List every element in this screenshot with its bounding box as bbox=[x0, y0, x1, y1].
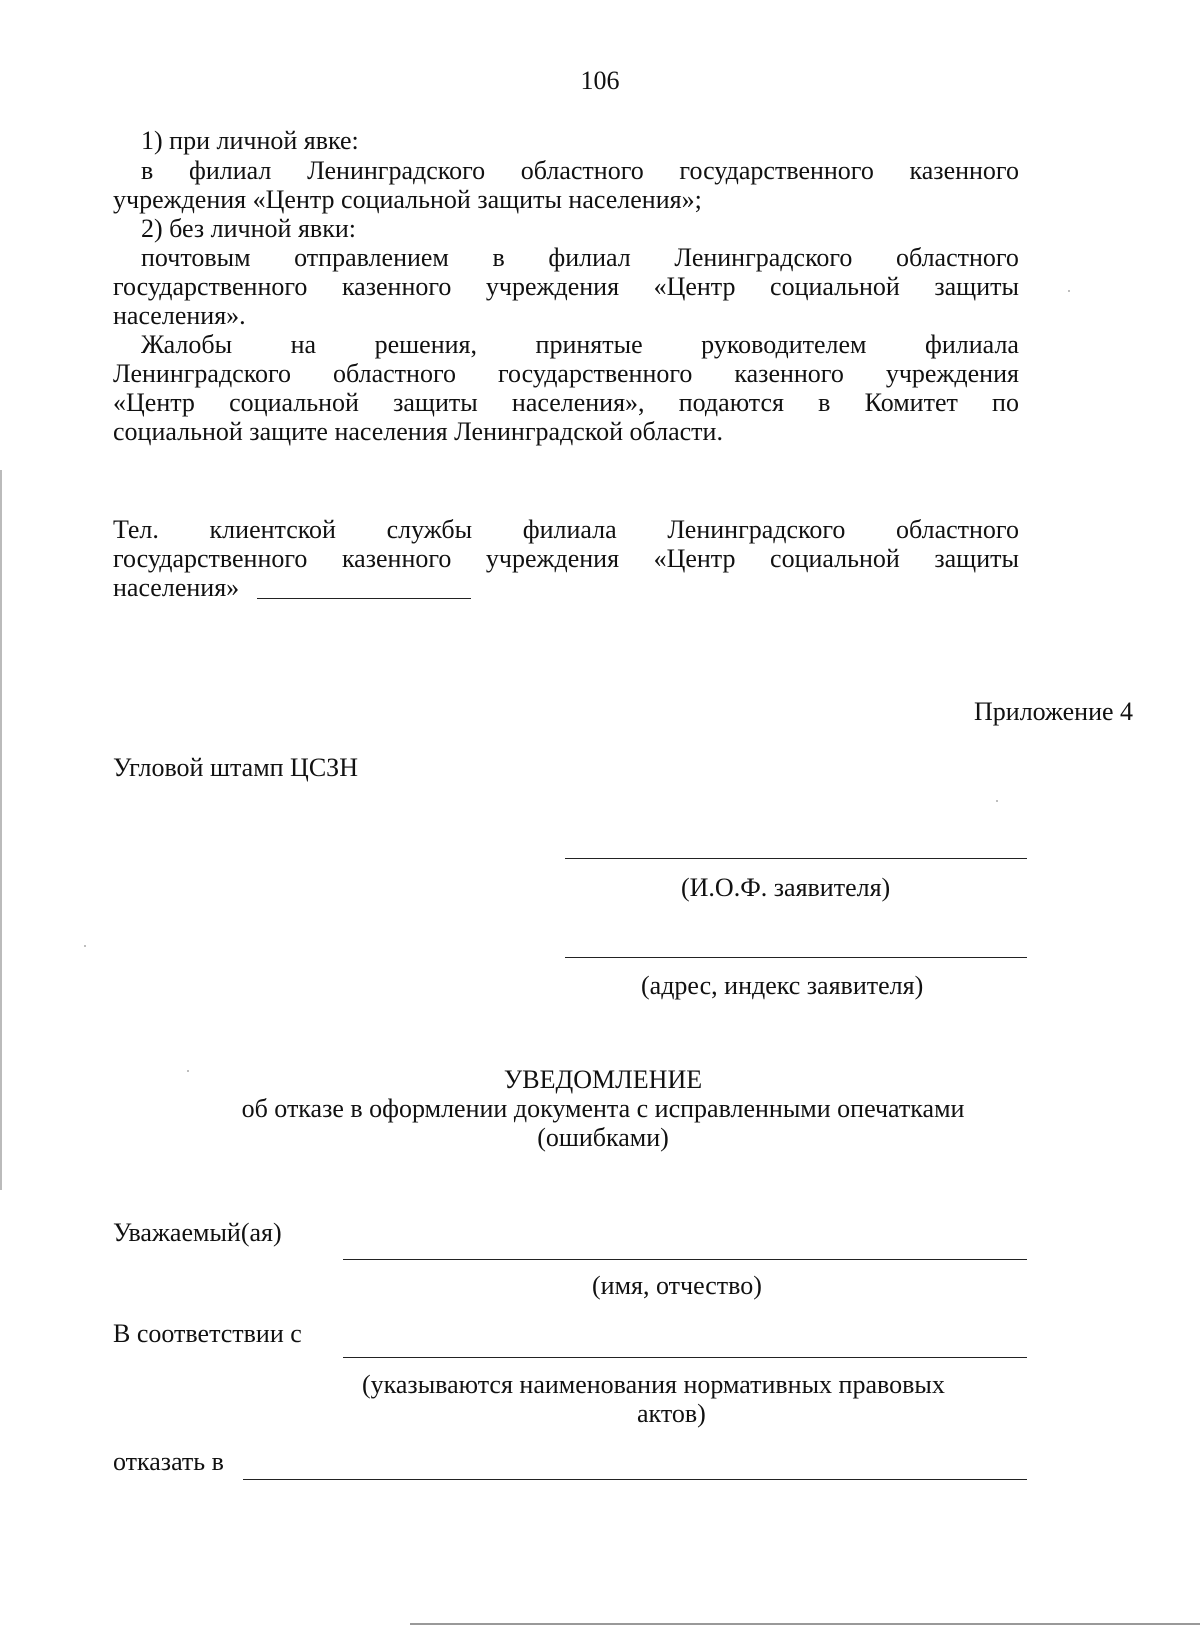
scan-edge-left bbox=[0, 470, 2, 1190]
phone-line-3: населения» bbox=[113, 573, 240, 602]
notice-subtitle-line-2: (ошибками) bbox=[537, 1123, 669, 1152]
page-number: 106 bbox=[580, 66, 620, 95]
remote-heading: 2) без личной явки: bbox=[141, 214, 356, 243]
notice-title: УВЕДОМЛЕНИЕ bbox=[503, 1065, 703, 1094]
refuse-label: отказать в bbox=[113, 1447, 224, 1476]
scan-speck bbox=[84, 945, 86, 947]
applicant-name-line bbox=[565, 858, 1027, 859]
accordance-caption-line-2: актов) bbox=[637, 1399, 706, 1428]
notice-subtitle-line-1: об отказе в оформлении документа с исправленными опечатками bbox=[241, 1094, 965, 1123]
salutation-line bbox=[343, 1259, 1027, 1260]
remote-line-3: населения». bbox=[113, 301, 246, 330]
applicant-address-line bbox=[565, 957, 1027, 958]
applicant-address-caption: (адрес, индекс заявителя) bbox=[641, 971, 924, 1000]
accordance-line bbox=[343, 1357, 1027, 1358]
scan-edge-bottom bbox=[410, 1623, 1200, 1625]
in-person-line-2: учреждения «Центр социальной защиты населения»; bbox=[113, 185, 702, 214]
refuse-line bbox=[243, 1479, 1027, 1480]
remote-line-1: почтовым отправлением в филиал Ленинградского областного bbox=[141, 243, 1019, 272]
phone-blank-line bbox=[257, 598, 471, 599]
in-person-heading: 1) при личной явке: bbox=[141, 126, 359, 155]
phone-line-1: Тел. клиентской службы филиала Ленинградского областного bbox=[113, 515, 1019, 544]
accordance-label: В соответствии с bbox=[113, 1319, 302, 1348]
complaint-line-2: Ленинградского областного государственного казенного учреждения bbox=[113, 359, 1019, 388]
complaint-line-1: Жалобы на решения, принятые руководителем филиала bbox=[141, 330, 1019, 359]
in-person-line-1: в филиал Ленинградского областного государственного казенного bbox=[141, 156, 1019, 185]
accordance-caption-line-1: (указываются наименования нормативных правовых bbox=[362, 1370, 945, 1399]
appendix-label: Приложение 4 bbox=[974, 697, 1134, 726]
phone-line-2: государственного казенного учреждения «Центр социальной защиты bbox=[113, 544, 1019, 573]
scan-speck bbox=[996, 800, 998, 802]
complaint-line-4: социальной защите населения Ленинградской области. bbox=[113, 417, 723, 446]
corner-stamp-label: Угловой штамп ЦСЗН bbox=[113, 753, 358, 782]
salutation-caption: (имя, отчество) bbox=[592, 1271, 762, 1300]
remote-line-2: государственного казенного учреждения «Центр социальной защиты bbox=[113, 272, 1019, 301]
salutation-label: Уважаемый(ая) bbox=[113, 1218, 282, 1247]
scan-speck bbox=[1068, 290, 1070, 292]
applicant-name-caption: (И.О.Ф. заявителя) bbox=[681, 873, 891, 902]
complaint-line-3: «Центр социальной защиты населения», подаются в Комитет по bbox=[113, 388, 1019, 417]
